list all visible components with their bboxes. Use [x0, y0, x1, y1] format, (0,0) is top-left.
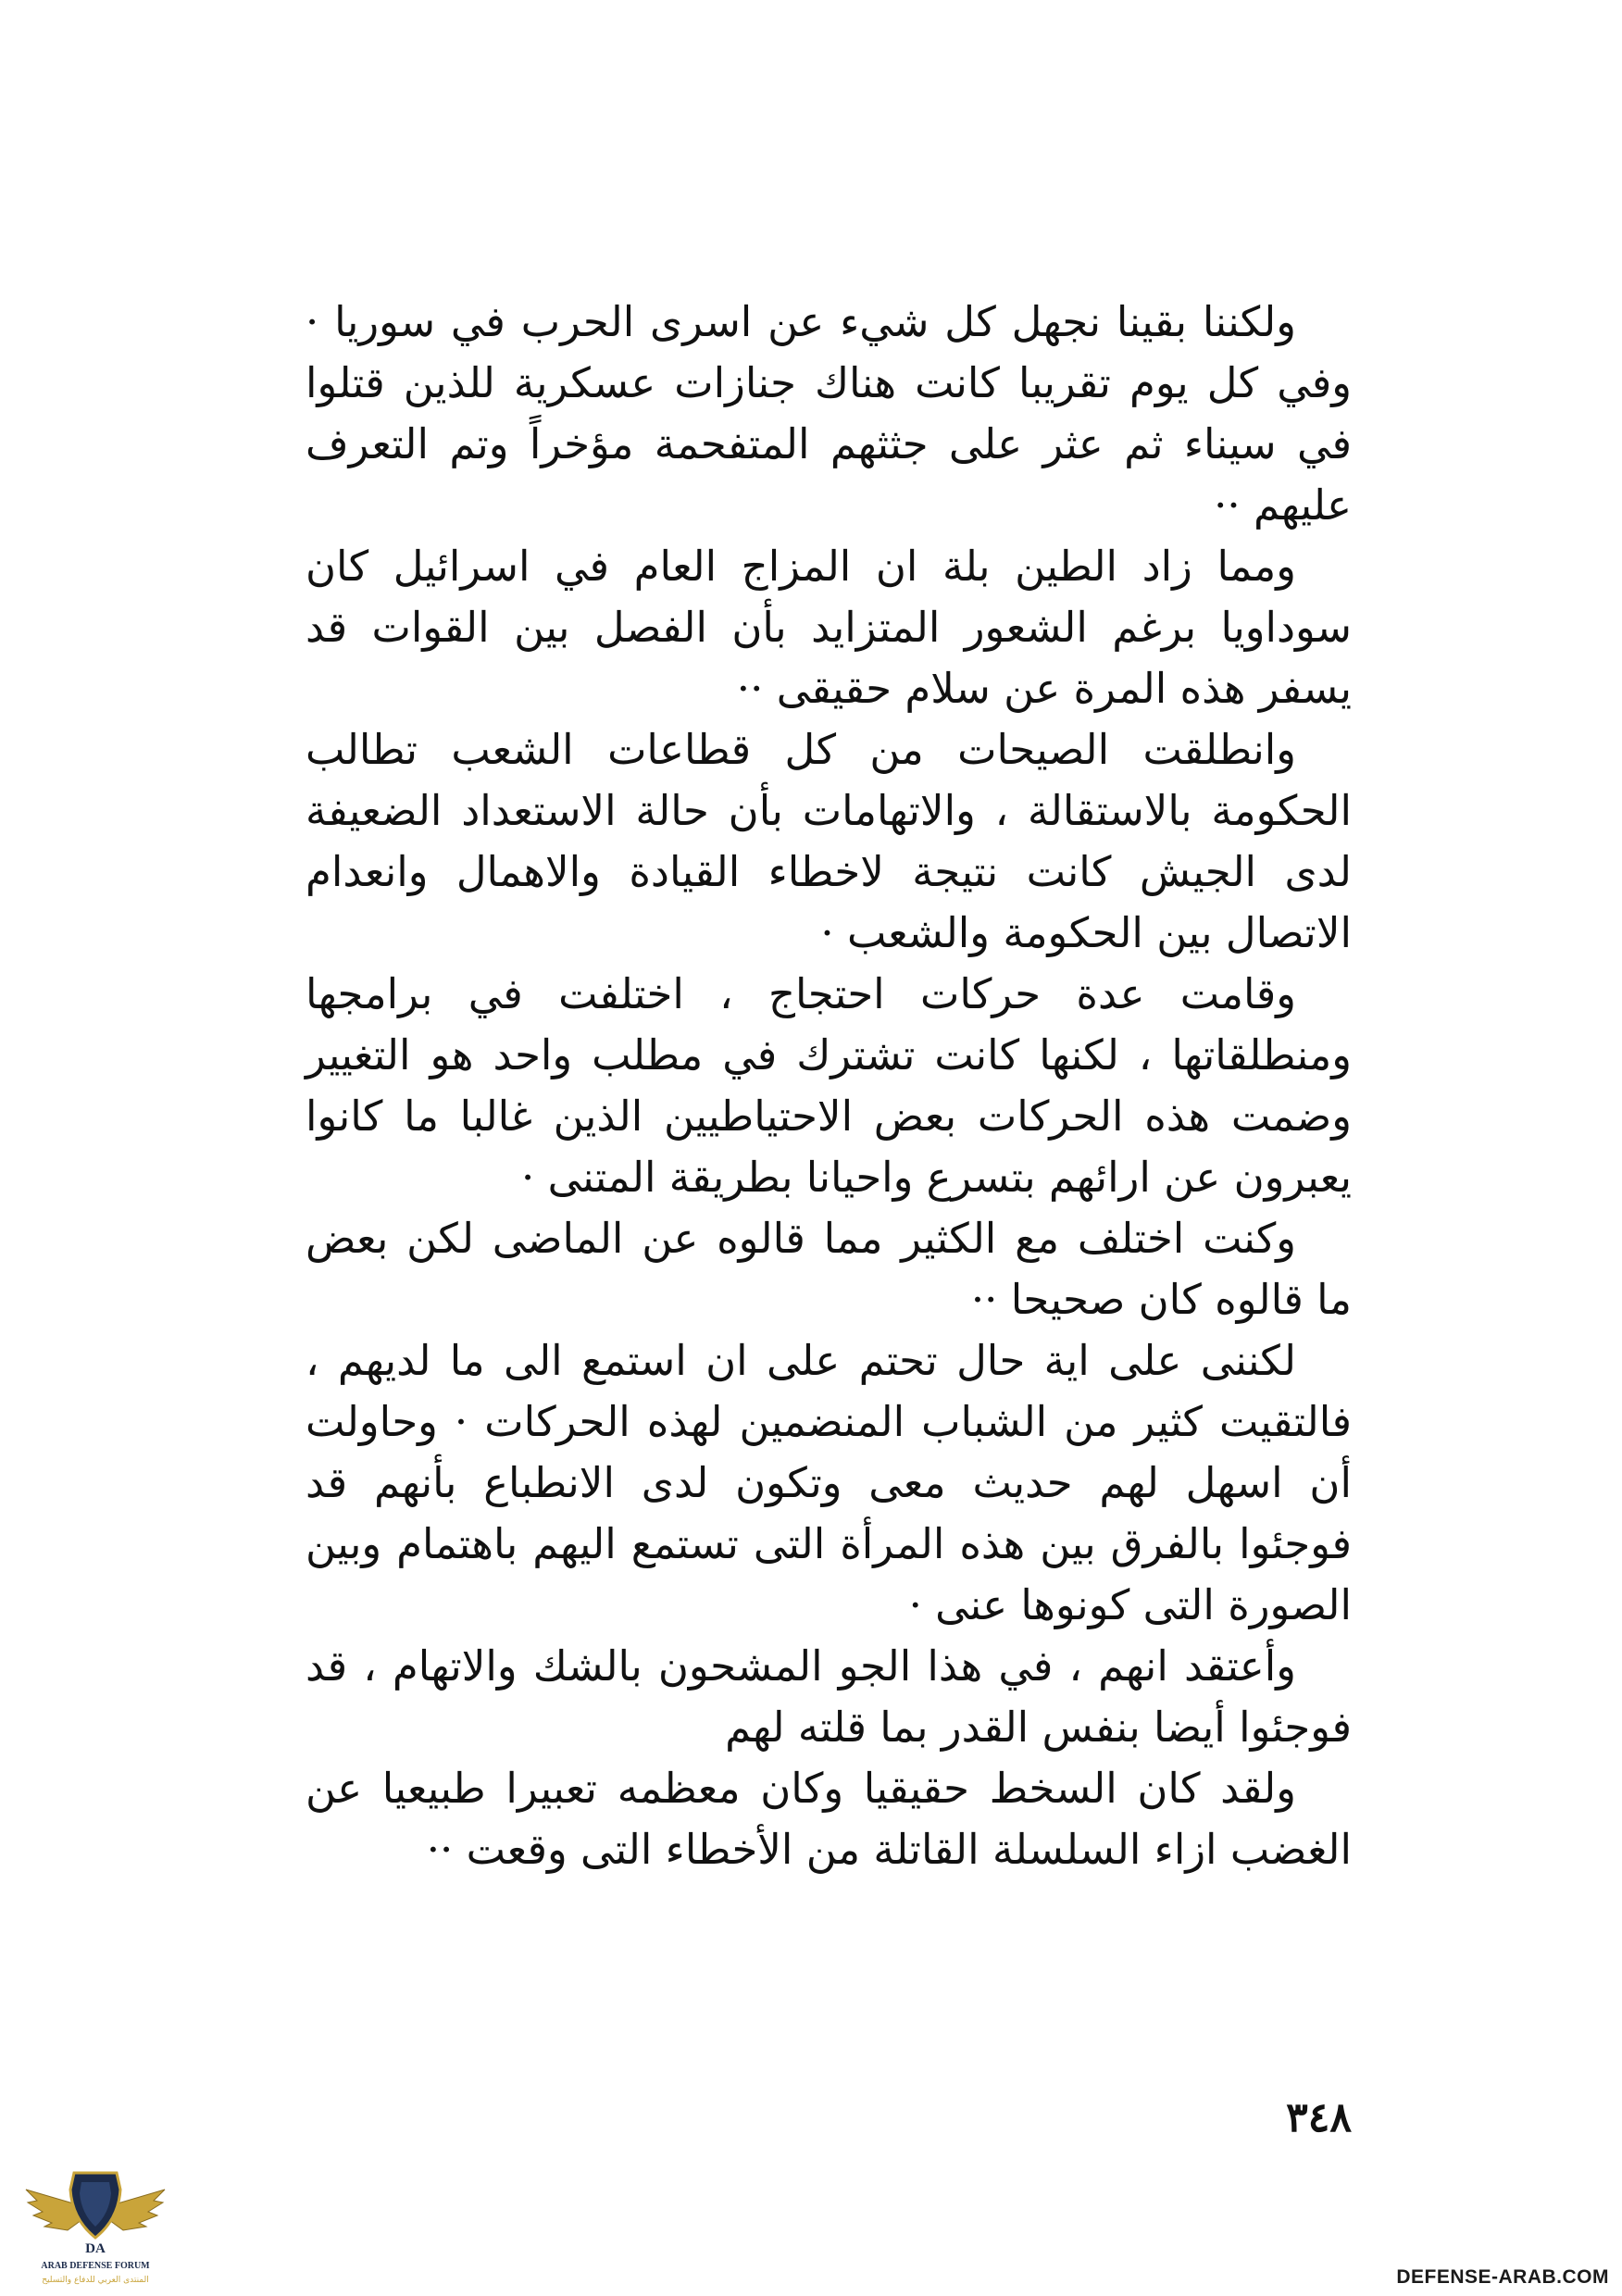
paragraph-1: ولكننا بقينا نجهل كل شيء عن اسرى الحرب في سوريا · وفي كل يوم تقريبا كانت هناك جنازات عسكرية للذين قتلوا في سيناء ثم عثر على جثثهم المتفحمة مؤخراً وتم التعرف عليهم ·· — [306, 297, 1352, 530]
logo-text-ar: المنتدى العربي للدفاع والتسليح — [42, 2276, 149, 2285]
paragraph-3: وانطلقت الصيحات من كل قطاعات الشعب تطالب الحكومة بالاستقالة ، والاتهامات بأن حالة الاستعداد الضعيفة لدى الجيش كانت نتيجة لاخطاء القيادة والاهمال وانعدام الاتصال بين الحكومة والشعب · — [306, 725, 1352, 957]
paragraph-2: ومما زاد الطين بلة ان المزاج العام في اسرائيل كان سوداويا برغم الشعور المتزايد بأن الفصل بين القوات قد يسفر هذه المرة عن سلام حقيقى ·· — [306, 542, 1352, 713]
page-number: ٣٤٨ — [1286, 2094, 1352, 2141]
paragraph-7: وأعتقد انهم ، في هذا الجو المشحون بالشك والاتهام ، قد فوجئوا أيضا بنفس القدر بما قلته لهم — [306, 1641, 1352, 1752]
paragraph-5: وكنت اختلف مع الكثير مما قالوه عن الماضى لكن بعض ما قالوه كان صحيحا ·· — [306, 1214, 1352, 1324]
paragraph-6: لكننى على اية حال تحتم على ان استمع الى ما لديهم ، فالتقيت كثير من الشباب المنضمين لهذه الحركات · وحاولت أن اسهل لهم حديث معى وتكون لدى الانطباع بأنهم قد فوجئوا بالفرق بين هذه المرأة التى تستمع اليهم باهتمام وبين الصورة التى كونوها عنى · — [306, 1336, 1352, 1629]
body-text — [306, 292, 1352, 1880]
site-url: DEFENSE-ARAB.COM — [1396, 2266, 1609, 2288]
logo-letters: DA — [85, 2241, 106, 2256]
arab-defense-forum-logo — [17, 2152, 174, 2291]
logo-text-en: ARAB DEFENSE FORUM — [41, 2261, 150, 2271]
paragraph-4: وقامت عدة حركات احتجاج ، اختلفت في برامجها ومنطلقاتها ، لكنها كانت تشترك في مطلب واحد هو التغيير وضمت هذه الحركات بعض الاحتياطيين الذين غالبا ما كانوا يعبرون عن ارائهم بتسرع واحيانا بطريقة المتنى · — [306, 969, 1352, 1202]
paragraph-8: ولقد كان السخط حقيقيا وكان معظمه تعبيرا طبيعيا عن الغضب ازاء السلسلة القاتلة من الأخطاء التى وقعت ·· — [306, 1764, 1352, 1874]
